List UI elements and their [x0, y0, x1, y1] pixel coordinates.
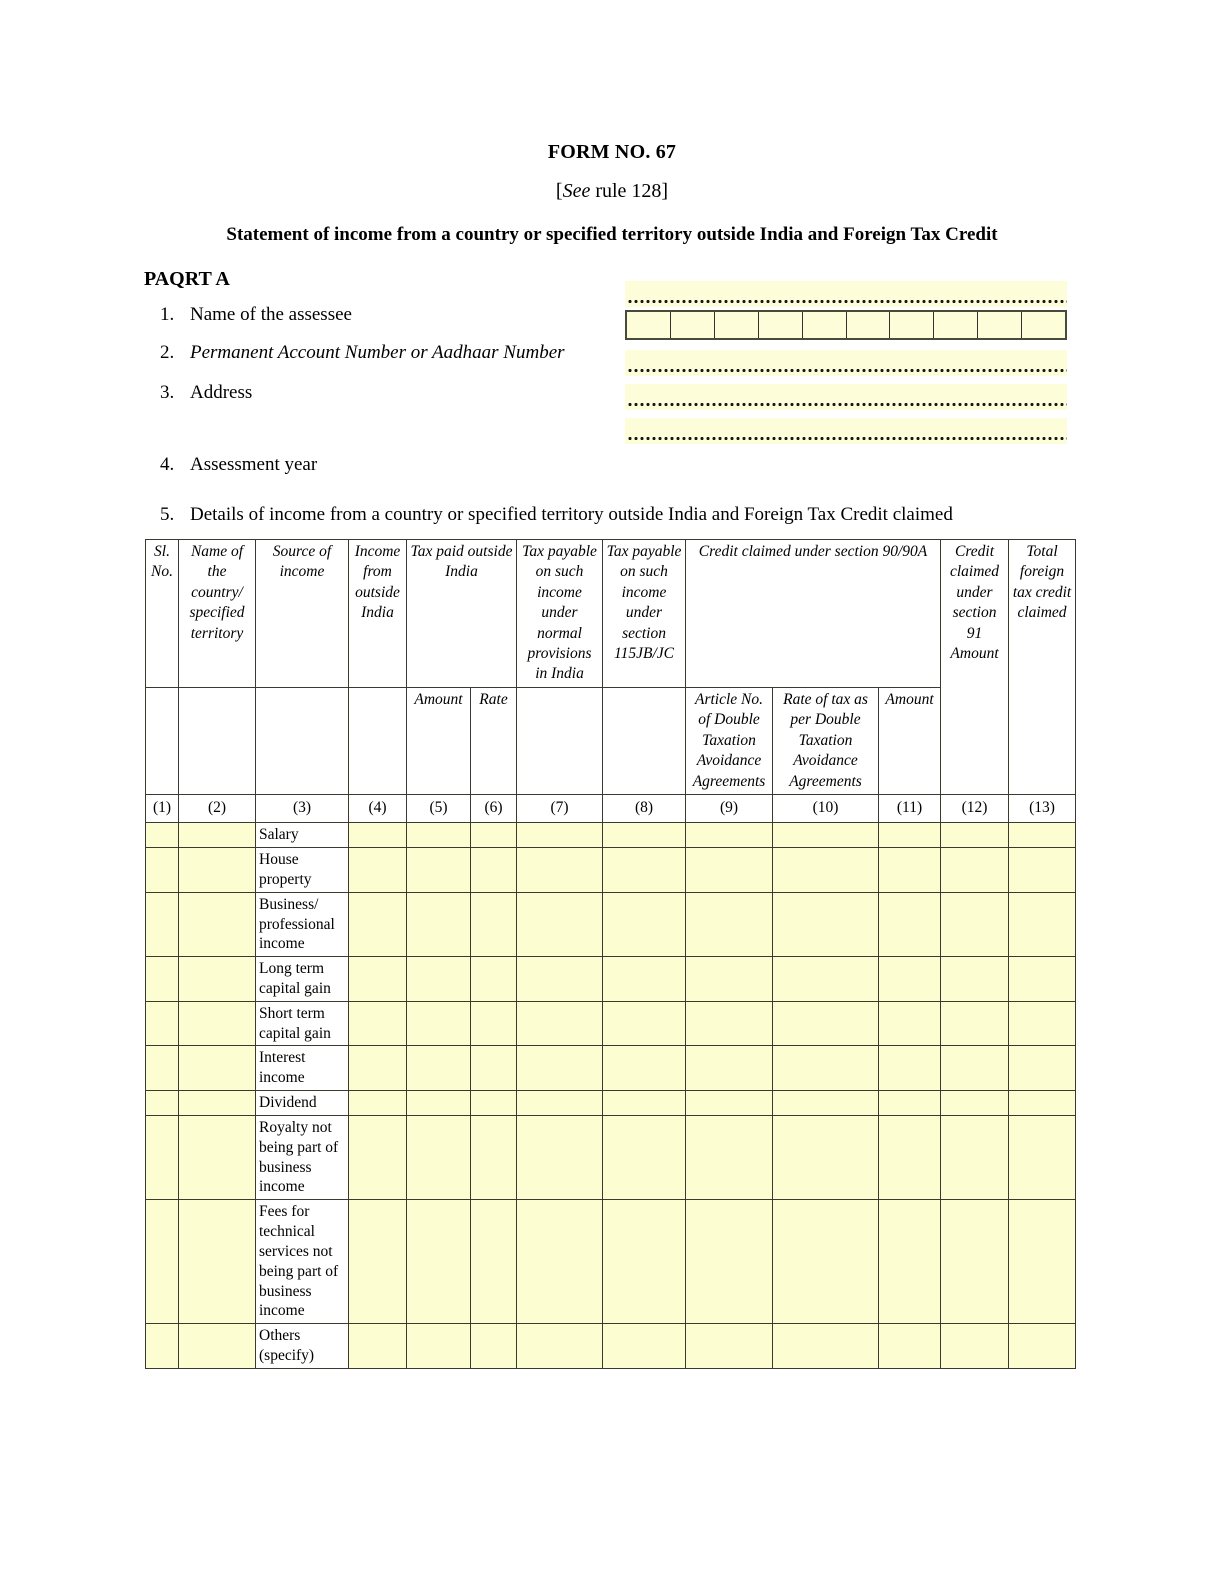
cell-tax-paid-rate[interactable] — [471, 957, 517, 1002]
see-word: See — [562, 180, 591, 202]
cell-income-outside-india[interactable] — [349, 1001, 407, 1046]
cell-article-no-dtaa[interactable] — [686, 1200, 773, 1324]
cell-article-no-dtaa[interactable] — [686, 848, 773, 893]
cell-tax-paid-amount[interactable] — [407, 1324, 471, 1369]
cell-tax-payable-115jb[interactable] — [603, 1324, 686, 1369]
field-label-pan: Permanent Account Number or Aadhaar Number — [190, 341, 565, 363]
cell-tax-payable-normal[interactable] — [517, 1091, 603, 1116]
col-number-1: (1) — [146, 795, 179, 823]
cell-tax-payable-normal[interactable] — [517, 957, 603, 1002]
cell-tax-paid-amount[interactable] — [407, 1091, 471, 1116]
cell-source-of-income-label: Dividend — [256, 1091, 349, 1116]
cell-total-ftc[interactable] — [1009, 892, 1076, 956]
cell-tax-paid-rate[interactable] — [471, 892, 517, 956]
cell-tax-payable-115jb[interactable] — [603, 957, 686, 1002]
cell-credit-amount[interactable] — [879, 1046, 941, 1091]
cell-total-ftc[interactable] — [1009, 1046, 1076, 1091]
table-row — [146, 1200, 1076, 1324]
cell-income-outside-india[interactable] — [349, 1324, 407, 1369]
col-number-12: (12) — [941, 795, 1009, 823]
cell-source-of-income-label: Salary — [256, 823, 349, 848]
col-header-credit-section-91: Credit claimed under section 91 Amount — [941, 539, 1009, 794]
pan-box-9[interactable] — [978, 312, 1022, 338]
cell-article-no-dtaa[interactable] — [686, 823, 773, 848]
cell-sl-no[interactable] — [146, 823, 179, 848]
pan-box-1[interactable] — [627, 312, 671, 338]
cell-credit-amount[interactable] — [879, 1091, 941, 1116]
subheader-credit-amount: Amount — [879, 687, 941, 794]
pan-box-8[interactable] — [934, 312, 978, 338]
cell-tax-paid-amount[interactable] — [407, 1200, 471, 1324]
cell-credit-amount[interactable] — [879, 823, 941, 848]
cell-article-no-dtaa[interactable] — [686, 1115, 773, 1199]
cell-income-outside-india[interactable] — [349, 823, 407, 848]
cell-income-outside-india[interactable] — [349, 1200, 407, 1324]
cell-tax-paid-amount[interactable] — [407, 957, 471, 1002]
bracket-open: [ — [555, 180, 563, 202]
cell-income-outside-india[interactable] — [349, 892, 407, 956]
pan-box-10[interactable] — [1022, 312, 1065, 338]
dotted-fill-line[interactable] — [625, 418, 1067, 444]
cell-tax-payable-normal[interactable] — [517, 1115, 603, 1199]
cell-credit-amount[interactable] — [879, 957, 941, 1002]
cell-income-outside-india[interactable] — [349, 1046, 407, 1091]
cell-sl-no[interactable] — [146, 1046, 179, 1091]
cell-tax-payable-normal[interactable] — [517, 1001, 603, 1046]
cell-credit-amount[interactable] — [879, 1324, 941, 1369]
cell-credit-amount[interactable] — [879, 848, 941, 893]
cell-tax-payable-normal[interactable] — [517, 1046, 603, 1091]
cell-tax-payable-normal[interactable] — [517, 1200, 603, 1324]
cell-article-no-dtaa[interactable] — [686, 1091, 773, 1116]
col-header-tax-payable-115jb: Tax payable on such income under section 115JB/JC — [603, 539, 686, 687]
cell-tax-payable-115jb[interactable] — [603, 823, 686, 848]
cell-credit-section-91[interactable] — [941, 848, 1009, 893]
cell-rate-of-tax-dtaa[interactable] — [773, 1046, 879, 1091]
table-body — [146, 823, 1076, 1369]
cell-tax-paid-amount[interactable] — [407, 1046, 471, 1091]
cell-total-ftc[interactable] — [1009, 1091, 1076, 1116]
cell-tax-payable-115jb[interactable] — [603, 848, 686, 893]
cell-rate-of-tax-dtaa[interactable] — [773, 823, 879, 848]
pan-box-3[interactable] — [715, 312, 759, 338]
col-number-11: (11) — [879, 795, 941, 823]
cell-country[interactable] — [179, 1046, 256, 1091]
cell-sl-no[interactable] — [146, 1200, 179, 1324]
cell-rate-of-tax-dtaa[interactable] — [773, 1115, 879, 1199]
cell-credit-section-91[interactable] — [941, 1115, 1009, 1199]
field-label-assessment-year: Assessment year — [190, 453, 318, 475]
cell-article-no-dtaa[interactable] — [686, 1046, 773, 1091]
col-number-13: (13) — [1009, 795, 1076, 823]
cell-source-of-income-label: Royalty not being part of business income — [256, 1115, 349, 1199]
rule-reference — [0, 179, 1224, 203]
col-header-source-of-income: Source of income — [256, 539, 349, 687]
cell-rate-of-tax-dtaa[interactable] — [773, 1324, 879, 1369]
col-header-tax-payable-normal: Tax payable on such income under normal provisions in India — [517, 539, 603, 687]
cell-source-of-income-label: Long term capital gain — [256, 957, 349, 1002]
statement-title: Statement of income from a country or specified territory outside India and Foreign Tax Credit — [226, 224, 998, 245]
col-number-3: (3) — [256, 795, 349, 823]
subheader-blank-5 — [517, 687, 603, 794]
cell-country[interactable] — [179, 892, 256, 956]
field-number-3: 3. — [160, 381, 175, 403]
subheader-blank-2 — [179, 687, 256, 794]
pan-input-boxes[interactable] — [625, 310, 1067, 340]
col-number-7: (7) — [517, 795, 603, 823]
cell-income-outside-india[interactable] — [349, 1115, 407, 1199]
cell-tax-payable-normal[interactable] — [517, 848, 603, 893]
name-of-assessee-input[interactable] — [625, 281, 1067, 307]
cell-credit-amount[interactable] — [879, 1115, 941, 1199]
cell-source-of-income-label: Short term capital gain — [256, 1001, 349, 1046]
cell-total-ftc[interactable] — [1009, 1001, 1076, 1046]
dotted-fill-line[interactable] — [625, 281, 1067, 307]
pan-box-5[interactable] — [803, 312, 847, 338]
cell-tax-payable-115jb[interactable] — [603, 1115, 686, 1199]
cell-tax-payable-115jb[interactable] — [603, 892, 686, 956]
cell-credit-section-91[interactable] — [941, 823, 1009, 848]
table-row — [146, 1091, 1076, 1116]
subheader-blank-1 — [146, 687, 179, 794]
cell-tax-paid-amount[interactable] — [407, 848, 471, 893]
col-header-sl-no: Sl. No. — [146, 539, 179, 687]
pan-box-6[interactable] — [847, 312, 891, 338]
cell-rate-of-tax-dtaa[interactable] — [773, 1001, 879, 1046]
form-number-title: FORM NO. 67 — [547, 141, 677, 163]
cell-income-outside-india[interactable] — [349, 848, 407, 893]
cell-tax-payable-normal[interactable] — [517, 1324, 603, 1369]
table-row — [146, 1115, 1076, 1199]
address-line-2-input[interactable] — [625, 384, 1067, 410]
cell-country[interactable] — [179, 823, 256, 848]
cell-sl-no[interactable] — [146, 848, 179, 893]
dotted-fill-line[interactable] — [625, 350, 1067, 376]
table-header — [146, 539, 1076, 822]
subheader-blank-4 — [349, 687, 407, 794]
cell-tax-payable-115jb[interactable] — [603, 1046, 686, 1091]
field-label-details-caption: Details of income from a country or specified territory outside India and Foreign Tax Credit claimed — [190, 503, 953, 525]
rule-number: rule 128] — [590, 180, 669, 202]
cell-tax-payable-115jb[interactable] — [603, 1001, 686, 1046]
cell-source-of-income-label: Business/ professional income — [256, 892, 349, 956]
table-row — [146, 1001, 1076, 1046]
subheader-article-no-dtaa: Article No. of Double Taxation Avoidance Agreements — [686, 687, 773, 794]
cell-tax-paid-rate[interactable] — [471, 1001, 517, 1046]
cell-tax-paid-rate[interactable] — [471, 848, 517, 893]
cell-total-ftc[interactable] — [1009, 1324, 1076, 1369]
cell-rate-of-tax-dtaa[interactable] — [773, 848, 879, 893]
cell-credit-section-91[interactable] — [941, 1001, 1009, 1046]
col-number-2: (2) — [179, 795, 256, 823]
field-number-4: 4. — [160, 453, 175, 475]
field-number-5: 5. — [160, 503, 175, 525]
col-header-country: Name of the country/ specified territory — [179, 539, 256, 687]
cell-credit-amount[interactable] — [879, 1200, 941, 1324]
cell-article-no-dtaa[interactable] — [686, 892, 773, 956]
subheader-tax-paid-amount: Amount — [407, 687, 471, 794]
cell-credit-section-91[interactable] — [941, 1324, 1009, 1369]
cell-tax-paid-rate[interactable] — [471, 1091, 517, 1116]
part-a-heading: PAQRT A — [144, 267, 230, 290]
cell-tax-paid-rate[interactable] — [471, 823, 517, 848]
cell-source-of-income-label: Interest income — [256, 1046, 349, 1091]
field-number-2: 2. — [160, 341, 175, 363]
cell-total-ftc[interactable] — [1009, 1115, 1076, 1199]
table-row — [146, 892, 1076, 956]
cell-credit-section-91[interactable] — [941, 892, 1009, 956]
field-row-details-caption — [160, 501, 1224, 529]
cell-tax-paid-rate[interactable] — [471, 1046, 517, 1091]
subheader-tax-paid-rate: Rate — [471, 687, 517, 794]
cell-tax-payable-normal[interactable] — [517, 892, 603, 956]
address-line-1-input[interactable] — [625, 350, 1067, 376]
col-header-tax-paid-outside-india: Tax paid outside India — [407, 539, 517, 687]
cell-sl-no[interactable] — [146, 957, 179, 1002]
cell-tax-paid-amount[interactable] — [407, 892, 471, 956]
pan-box-4[interactable] — [759, 312, 803, 338]
table-row — [146, 1324, 1076, 1369]
cell-credit-amount[interactable] — [879, 892, 941, 956]
col-number-5: (5) — [407, 795, 471, 823]
cell-sl-no[interactable] — [146, 892, 179, 956]
cell-rate-of-tax-dtaa[interactable] — [773, 892, 879, 956]
col-number-4: (4) — [349, 795, 407, 823]
cell-credit-section-91[interactable] — [941, 957, 1009, 1002]
col-header-income-outside-india: Income from outside India — [349, 539, 407, 687]
cell-article-no-dtaa[interactable] — [686, 957, 773, 1002]
cell-tax-payable-115jb[interactable] — [603, 1091, 686, 1116]
assessment-year-input[interactable] — [625, 418, 1067, 444]
cell-tax-paid-amount[interactable] — [407, 1115, 471, 1199]
table-row — [146, 1046, 1076, 1091]
foreign-tax-credit-table — [145, 539, 1076, 1369]
cell-total-ftc[interactable] — [1009, 957, 1076, 1002]
cell-sl-no[interactable] — [146, 1001, 179, 1046]
pan-box-7[interactable] — [890, 312, 934, 338]
cell-tax-payable-normal[interactable] — [517, 823, 603, 848]
dotted-fill-line[interactable] — [625, 384, 1067, 410]
cell-credit-section-91[interactable] — [941, 1091, 1009, 1116]
col-number-10: (10) — [773, 795, 879, 823]
cell-rate-of-tax-dtaa[interactable] — [773, 957, 879, 1002]
cell-income-outside-india[interactable] — [349, 957, 407, 1002]
pan-box-group[interactable] — [625, 310, 1067, 340]
cell-rate-of-tax-dtaa[interactable] — [773, 1091, 879, 1116]
table-row — [146, 848, 1076, 893]
header-row-primary — [146, 539, 1076, 687]
cell-article-no-dtaa[interactable] — [686, 1324, 773, 1369]
col-number-6: (6) — [471, 795, 517, 823]
col-number-8: (8) — [603, 795, 686, 823]
col-number-9: (9) — [686, 795, 773, 823]
cell-sl-no[interactable] — [146, 1324, 179, 1369]
cell-country[interactable] — [179, 1001, 256, 1046]
pan-box-2[interactable] — [671, 312, 715, 338]
cell-income-outside-india[interactable] — [349, 1091, 407, 1116]
cell-country[interactable] — [179, 1324, 256, 1369]
cell-tax-payable-115jb[interactable] — [603, 1200, 686, 1324]
cell-total-ftc[interactable] — [1009, 823, 1076, 848]
subheader-blank-3 — [256, 687, 349, 794]
cell-source-of-income-label: Others (specify) — [256, 1324, 349, 1369]
header-row-secondary — [146, 687, 1076, 794]
col-header-total-ftc: Total foreign tax credit claimed — [1009, 539, 1076, 794]
cell-sl-no[interactable] — [146, 1091, 179, 1116]
document-header — [0, 0, 1224, 247]
cell-country[interactable] — [179, 1115, 256, 1199]
cell-country[interactable] — [179, 1200, 256, 1324]
cell-credit-amount[interactable] — [879, 1001, 941, 1046]
cell-country[interactable] — [179, 957, 256, 1002]
cell-tax-paid-rate[interactable] — [471, 1200, 517, 1324]
cell-source-of-income-label: House property — [256, 848, 349, 893]
cell-rate-of-tax-dtaa[interactable] — [773, 1200, 879, 1324]
cell-tax-paid-amount[interactable] — [407, 823, 471, 848]
col-header-credit-90-90a: Credit claimed under section 90/90A — [686, 539, 941, 687]
cell-total-ftc[interactable] — [1009, 1200, 1076, 1324]
column-number-row — [146, 795, 1076, 823]
field-label-address: Address — [190, 381, 253, 403]
field-number-1: 1. — [160, 303, 175, 325]
cell-tax-paid-rate[interactable] — [471, 1115, 517, 1199]
field-row-assessment-year — [160, 451, 1224, 479]
field-label-name-of-assessee: Name of the assessee — [190, 303, 352, 325]
table-row — [146, 823, 1076, 848]
subheader-rate-of-tax-dtaa: Rate of tax as per Double Taxation Avoidance Agreements — [773, 687, 879, 794]
cell-country[interactable] — [179, 1091, 256, 1116]
cell-article-no-dtaa[interactable] — [686, 1001, 773, 1046]
table-row — [146, 957, 1076, 1002]
cell-tax-paid-amount[interactable] — [407, 1001, 471, 1046]
cell-tax-paid-rate[interactable] — [471, 1324, 517, 1369]
cell-sl-no[interactable] — [146, 1115, 179, 1199]
cell-country[interactable] — [179, 848, 256, 893]
subheader-blank-6 — [603, 687, 686, 794]
cell-credit-section-91[interactable] — [941, 1200, 1009, 1324]
cell-credit-section-91[interactable] — [941, 1046, 1009, 1091]
cell-total-ftc[interactable] — [1009, 848, 1076, 893]
cell-source-of-income-label: Fees for technical services not being part of business income — [256, 1200, 349, 1324]
